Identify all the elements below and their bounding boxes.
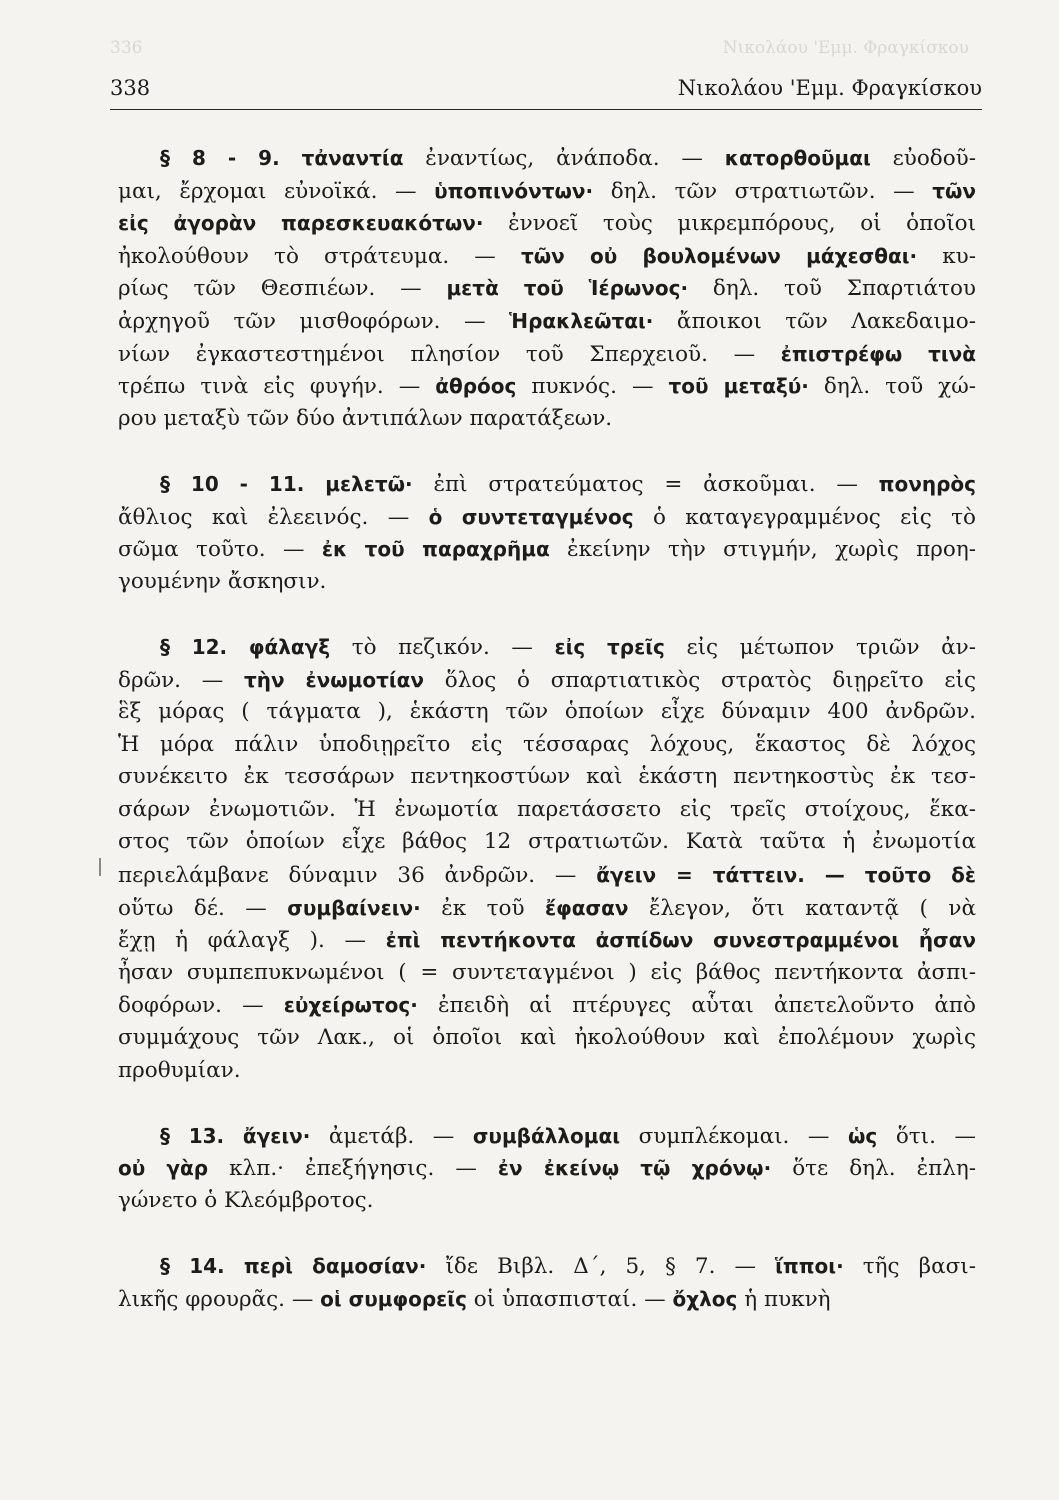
gloss-text: τρέπω τινὰ εἰς φυγήν. — [118, 374, 436, 400]
bold-lemma: ἀθρόος [435, 374, 517, 399]
gloss-text: προθυμίαν. [118, 1057, 241, 1083]
text-line [118, 1022, 976, 1055]
page-number: 338 [110, 76, 151, 100]
bold-lemma: τῶν [932, 178, 976, 203]
gloss-text: ἐναντίως, ἀνάποδα. — [403, 146, 725, 171]
bold-lemma: ἐπὶ πεντήκοντα ἀσπίδων συνεστραμμένοι ἦσαν [385, 928, 976, 953]
gloss-text: νίων ἐγκαστεστημένοι πλησίον τοῦ Σπερχειοῦ. — [118, 341, 781, 367]
gloss-text: συνέκειτο ἐκ τεσσάρων πεντηκοστύων καὶ ἑκάστη πεντηκοστὺς ἐκ τεσ- [118, 764, 976, 790]
paragraph-section-12 [118, 631, 976, 1087]
gloss-text: δοφόρων. — [118, 993, 284, 1019]
gloss-text: ὅλος ὁ σπαρτιατικὸς στρατὸς διῃρεῖτο εἰς [424, 667, 976, 693]
bold-lemma: συμβάλλομαι [472, 1123, 621, 1148]
text-line [118, 207, 976, 240]
bold-lemma: εἰς τρεῖς [554, 634, 665, 659]
gloss-text: ἦσαν συμπεπυκνωμένοι ( = συντεταγμένοι ) εἰς βάθος πεντήκοντα ἀσπι- [118, 959, 976, 985]
gloss-text: ἔχῃ ἡ φάλαγξ ). — [118, 928, 386, 954]
gloss-text: γουμένην ἄσκησιν. [118, 568, 327, 594]
text-line [118, 989, 976, 1022]
text-line [118, 664, 976, 697]
commentary-text [118, 142, 976, 1315]
text-line [118, 338, 976, 371]
gloss-text: ἄθλιος καὶ ἐλεεινός. — [118, 504, 429, 530]
gloss-text: ἀμετάβ. — [310, 1123, 473, 1149]
text-line [118, 1120, 976, 1153]
paragraph-section-8-9 [118, 142, 976, 435]
bold-lemma: ἔφασαν [545, 895, 629, 920]
text-line [118, 501, 976, 534]
text-line [118, 1185, 976, 1218]
bold-lemma: μετὰ τοῦ Ἱέρωνος· [446, 276, 689, 301]
gloss-text: ἓξ μόρας ( τάγματα ), ἑκάστη τῶν ὁποίων εἶχε δύναμιν 400 ἀνδρῶν. [118, 699, 976, 725]
bold-lemma: § 8 - 9. τἀναντία [160, 146, 404, 170]
bold-lemma: ὁ συντεταγμένος [428, 504, 634, 529]
gloss-text: πυκνός. — [516, 374, 669, 400]
gloss-text: σῶμα τοῦτο. — [118, 537, 322, 563]
text-line [118, 272, 976, 305]
text-line [118, 468, 976, 501]
bold-lemma: ἵπποι· [775, 1254, 844, 1279]
paragraph-section-10-11 [118, 468, 976, 598]
gloss-text: γώνετο ὁ Κλεόμβροτος. [118, 1188, 374, 1213]
text-line [118, 1152, 976, 1185]
paragraph-section-13 [118, 1120, 976, 1218]
text-line [118, 240, 976, 273]
bold-lemma: συμβαίνειν· [287, 895, 421, 920]
gloss-text: περιελάμβανε δύναμιν 36 ἀνδρῶν. — [118, 863, 597, 889]
paragraph-section-14 [118, 1250, 976, 1315]
text-line [118, 794, 976, 827]
text-line [118, 305, 976, 338]
ghost-page-number: 336 [110, 38, 143, 58]
gloss-text: ἐννοεῖ τοὺς μικρεμπόρους, οἱ ὁποῖοι [483, 211, 976, 237]
gloss-text: δηλ. τοῦ χώ- [808, 374, 976, 400]
gloss-text: Ἡ μόρα πάλιν ὑποδιῃρεῖτο εἰς τέσσαρας λόχους, ἕκαστος δὲ λόχος [118, 731, 976, 757]
bold-lemma: πονηρὸς [878, 471, 976, 496]
text-line [118, 696, 976, 729]
bold-lemma: τὴν ἐνωμοτίαν [244, 667, 425, 692]
gloss-text: δηλ. τοῦ Σπαρτιάτου [688, 276, 976, 302]
text-line [118, 533, 976, 566]
gloss-text: ἐπὶ στρατεύματος = ἀσκοῦμαι. — [412, 471, 879, 497]
text-line [118, 924, 976, 957]
gloss-text: δηλ. τῶν στρατιωτῶν. — [593, 178, 933, 204]
gloss-text: ἡ πυκνὴ [737, 1286, 831, 1312]
text-line [118, 729, 976, 762]
gloss-text: ἴδε Βιβλ. Δ΄, 5, § 7. — [426, 1254, 776, 1280]
gloss-text: ρου μεταξὺ τῶν δύο ἀντιπάλων παρατάξεων. [118, 405, 613, 431]
gloss-text: λικῆς φρουρᾶς. — [118, 1286, 321, 1312]
gloss-text: τὸ πεζικόν. — [330, 634, 555, 660]
bold-lemma: § 13. ἄγειν· [160, 1123, 311, 1148]
bold-lemma: ἐκ τοῦ παραχρῆμα [321, 537, 550, 562]
text-line [118, 566, 976, 599]
gloss-text: συμμάχους τῶν Λακ., οἱ ὁποῖοι καὶ ἠκολούθουν καὶ ἐπολέμουν χωρὶς [118, 1025, 976, 1051]
text-line [118, 892, 976, 925]
bold-lemma: § 12. φάλαγξ [160, 634, 331, 659]
gloss-text: κλπ.· ἐπεξήγησις. — [208, 1156, 498, 1182]
running-title: Νικολάου 'Εμμ. Φραγκίσκου [677, 76, 982, 100]
gloss-text: εὐοδοῦ- [870, 146, 976, 171]
gloss-text: ὅτε δηλ. ἐπλη- [771, 1156, 976, 1182]
bold-lemma: ἐν ἐκείνῳ τῷ χρόνῳ· [497, 1156, 772, 1181]
gloss-text: ρίως τῶν Θεσπιέων. — [118, 276, 447, 302]
gloss-text: συμπλέκομαι. — [620, 1123, 848, 1149]
bold-lemma: ὑποπινόντων· [434, 178, 594, 203]
page-header [110, 76, 982, 110]
gloss-text: τῆς βασι- [843, 1254, 976, 1280]
gloss-text: ἔλεγον, ὅτι καταντᾷ ( νὰ [628, 895, 976, 921]
ghost-running-title: Νικολάου 'Εμμ. Φραγκίσκου [722, 38, 969, 58]
text-line [118, 370, 976, 403]
bold-lemma: τῶν οὐ βουλομένων μάχεσθαι· [520, 243, 918, 268]
gloss-text: οἱ ὑπασπισταί. — [466, 1286, 673, 1312]
gloss-text: ὁ καταγεγραμμένος εἰς τὸ [633, 504, 976, 530]
gloss-text: ἐπειδὴ αἱ πτέρυγες αὗται ἀπετελοῦντο ἀπὸ [417, 993, 976, 1019]
bold-lemma: ὄχλος [672, 1286, 738, 1311]
text-line [118, 142, 976, 175]
text-line [118, 1055, 976, 1088]
text-line [118, 859, 976, 892]
gloss-text: σάρων ἐνωμοτιῶν. Ἡ ἐνωμοτία παρετάσσετο εἰς τρεῖς στοίχους, ἕκα- [118, 796, 976, 822]
gloss-text: οὕτω δέ. — [118, 895, 288, 921]
text-line [118, 826, 976, 859]
gloss-text: εἰς μέτωπον τριῶν ἀν- [664, 634, 976, 660]
bold-lemma: οὐ γὰρ [118, 1156, 209, 1181]
bold-lemma: οἱ συμφορεῖς [320, 1286, 467, 1311]
bold-lemma: ἐπιστρέφω τινὰ [780, 341, 976, 366]
gloss-text: ἐκείνην τὴν στιγμήν, χωρὶς προη- [549, 537, 976, 563]
gloss-text: ἀρχηγοῦ τῶν μισθοφόρων. — [118, 308, 510, 334]
bold-lemma: § 14. περὶ δαμοσίαν· [160, 1254, 427, 1279]
text-line [118, 1250, 976, 1283]
bold-lemma: εἰς ἀγορὰν παρεσκευακότων· [118, 211, 484, 236]
gloss-text: κυ- [917, 243, 976, 269]
bold-lemma: ὡς [848, 1123, 878, 1148]
gloss-text: ὅτι. — [877, 1123, 976, 1149]
text-line [118, 631, 976, 664]
margin-mark [99, 858, 101, 876]
gloss-text: δρῶν. — [118, 667, 244, 693]
text-line [118, 761, 976, 794]
gloss-text: ἐκ τοῦ [420, 895, 546, 921]
text-line [118, 403, 976, 436]
text-line [118, 957, 976, 990]
gloss-text: μαι, ἔρχομαι εὐνοϊκά. — [118, 178, 435, 204]
bold-lemma: ἄγειν = τάττειν. — τοῦτο δὲ [596, 863, 976, 888]
bold-lemma: τοῦ μεταξύ· [668, 374, 809, 399]
gloss-text: ἄποικοι τῶν Λακεδαιμο- [653, 308, 976, 334]
bold-lemma: § 10 - 11. μελετῶ· [160, 471, 413, 496]
gloss-text: στος τῶν ὁποίων εἶχε βάθος 12 στρατιωτῶν. Κατὰ ταῦτα ἡ ἐνωμοτία [118, 829, 976, 855]
show-through-header [110, 38, 969, 58]
gloss-text: ἠκολούθουν τὸ στράτευμα. — [118, 243, 521, 269]
bold-lemma: εὐχείρωτος· [283, 993, 418, 1018]
bold-lemma: κατορθοῦμαι [724, 146, 871, 170]
text-line [118, 1283, 976, 1316]
text-line [118, 175, 976, 208]
bold-lemma: Ἡρακλεῶται· [509, 308, 654, 333]
